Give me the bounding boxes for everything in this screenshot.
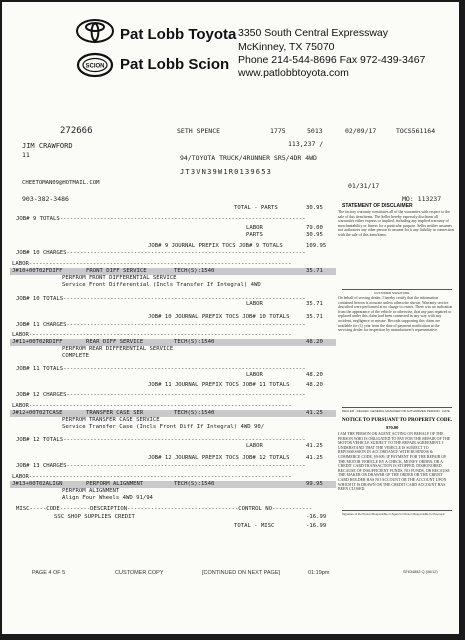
notice-amount: $70.00 — [386, 425, 399, 430]
misc-header: MISC-----CODE---------DESCRIPTION---------------------------------CONTROL NO------------ — [16, 506, 313, 512]
scion-logo-icon — [76, 52, 114, 78]
tag-number: 5013 — [307, 127, 323, 135]
job-9-parts-label: PARTS — [246, 232, 263, 238]
job-10-journal-line: JOB# 10 JOURNAL PREFIX TOCS JOB# 10 TOTALS — [148, 314, 290, 320]
job-9-labor-value: 79.00 — [306, 225, 323, 231]
job-10-title: FRONT DIFF SERVICE — [86, 268, 147, 274]
form-number: SF634883 Q (06/12) — [403, 570, 438, 574]
copy-type: CUSTOMER COPY — [115, 570, 164, 576]
dealer-address-street: 3350 South Central Expressway — [238, 27, 388, 39]
job-9-journal-value: 109.95 — [306, 243, 327, 249]
misc-amount: -16.99 — [306, 514, 327, 520]
job-11-tech: TECH(S):1540 — [174, 339, 215, 345]
dealer-name-toyota: Pat Lobb Toyota — [120, 26, 237, 43]
job-10-tech: TECH(S):1540 — [174, 268, 215, 274]
job-10-charges: JOB# 10 CHARGES----------------------------------------------------------------------- — [16, 250, 306, 256]
job-10-labor-value: 35.71 — [306, 301, 323, 307]
job-11-totals: JOB# 11 TOTALS------------------------------------------------------------------------ — [16, 366, 306, 372]
misc-total-value: -16.99 — [306, 523, 327, 529]
job-12-code: J#12+00T02TCASE — [12, 410, 63, 416]
job-10-amount: 35.71 — [306, 268, 323, 274]
notice-heading: NOTICE TO PURSUANT TO PROPERTY CODE. — [342, 418, 453, 423]
labor-header-12: LABOR------------------------------------------------------------------------------ — [12, 403, 292, 409]
print-time: 01:19pm — [308, 570, 330, 576]
job-12-totals: JOB# 12 TOTALS------------------------------------------------------------------------ — [16, 437, 306, 443]
job-12-line1: PERFROM TRANSFER CASE SERVICE — [62, 417, 160, 423]
misc-line: SSC SHOP SUPPLIES CREDIT — [54, 514, 135, 520]
page-number: PAGE 4 OF 5 — [32, 570, 66, 576]
job-12-amount: 41.25 — [306, 410, 323, 416]
job-11-charges: JOB# 11 CHARGES----------------------------------------------------------------------- — [16, 322, 306, 328]
job-12-journal-line: JOB# 12 JOURNAL PREFIX TOCS JOB# 12 TOTALS — [148, 455, 290, 461]
stock-number: TOCS561164 — [396, 127, 436, 135]
repair-order-page — [2, 2, 459, 634]
job-12-tech: TECH(S):1540 — [174, 410, 215, 416]
labor-header-13: LABOR------------------------------------------------------------------------------ — [12, 474, 292, 480]
vehicle-vin: JT3VN39W1R0139653 — [180, 168, 273, 176]
open-date: 02/09/17 — [345, 127, 377, 135]
job-9-totals: JOB# 9 TOTALS------------------------------------------------------------------------- — [16, 216, 306, 222]
mileage: 113,237 / — [288, 140, 324, 148]
disclaimer-heading: STATEMENT OF DISCLAIMER — [342, 203, 413, 209]
delivery-date: 01/31/17 — [348, 182, 380, 190]
toyota-logo-icon — [75, 18, 115, 44]
total-parts-label: TOTAL - PARTS — [234, 205, 278, 211]
labor-header-11: LABOR------------------------------------------------------------------------------ — [12, 332, 292, 338]
job-13-line2: Align Four Wheels 4WD 91/94 — [62, 495, 153, 501]
signature-line-2 — [342, 407, 452, 408]
job-11-labor-label: LABOR — [246, 372, 263, 378]
job-12-charges: JOB# 12 CHARGES----------------------------------------------------------------------- — [16, 392, 306, 398]
labor-header-10: LABOR------------------------------------------------------------------------------ — [12, 261, 292, 267]
job-11-code: J#11+00T02RDIFF — [12, 339, 63, 345]
svg-text:SCION: SCION — [85, 63, 105, 70]
job-12-labor-label: LABOR — [246, 443, 263, 449]
signature-line-3 — [342, 510, 452, 511]
job-11-line2: COMPLETE — [62, 353, 89, 359]
customer-number: 11 — [22, 151, 30, 159]
ro-number: 272666 — [60, 126, 93, 136]
dealer-website: www.patlobbtoyota.com — [238, 67, 349, 79]
job-10-code: J#10+00T02FDIFF — [12, 268, 63, 274]
dealer-phone-fax: Phone 214-544-8696 Fax 972-439-3467 — [238, 54, 426, 66]
job-11-labor-value: 48.20 — [306, 372, 323, 378]
total-parts-value: 30.95 — [306, 205, 323, 211]
dealer-address-city: McKinney, TX 75070 — [238, 41, 335, 53]
job-9-journal-line: JOB# 9 JOURNAL PREFIX TOCS JOB# 9 TOTALS — [148, 243, 283, 249]
job-13-title: PERFORM ALIGNMENT — [86, 481, 144, 487]
job-11-amount: 48.20 — [306, 339, 323, 345]
signature-caption-3: Signature of the Person Responsible or Agent for Person Responsible for Payment — [342, 512, 445, 516]
job-12-title: TRANSFER CASE SER — [86, 410, 144, 416]
job-10-journal-value: 35.71 — [306, 314, 323, 320]
job-12-journal-value: 41.25 — [306, 455, 323, 461]
job-11-line1: PERFROM REAR DIFFERENTIAL SERVICE — [62, 346, 174, 352]
job-10-line2: Service Front Differential (Incls Transfer If Integral) 4WD — [62, 282, 261, 288]
advisor-code: 1775 — [270, 127, 286, 135]
job-9-parts-value: 30.95 — [306, 232, 323, 238]
misc-total-label: TOTAL - MISC — [234, 523, 275, 529]
signature-caption-2: DEALER · DEALER, GENERAL MANAGER OR AUTHORIZED PERSON · DATE — [342, 409, 451, 413]
serving-dealer-text: On behalf of serving dealer, I hereby certify that the information contained hereon is accurate unless otherwise shown. Warranty service described were performed at no charge to owner. There was no indication from the appearance of the vehicle or otherwise, that any part repaired or replaced under this claim had been connected in any way with any accident, negligence or misuse. Records supporting this claim are available for (1) year from the date of payment notification at the servicing dealer for inspection by manufacturer's representative. — [338, 296, 453, 333]
customer-email: CHEETOMAN09@HOTMAIL.COM — [22, 180, 100, 186]
advisor-name: SETH SPENCE — [177, 127, 221, 135]
disclaimer-text: The factory warranty constitutes all of the warranties with respect to the sale of this item/items. The Seller hereby expressly disclaims all warranties either express or implied, including any implied warranty of merchantability or fitness for a particular purpose. Seller neither assumes nor authorizes any other person to assume for it any liability in connection with the sale of this item/items. — [338, 210, 454, 237]
job-11-journal-value: 48.20 — [306, 382, 323, 388]
job-13-tech: TECH(S):1540 — [174, 481, 215, 487]
job-13-amount: 99.95 — [306, 481, 323, 487]
job-9-labor-label: LABOR — [246, 225, 263, 231]
job-10-line1: PERFROM FRONT DIFFERENTIAL SERVICE — [62, 275, 177, 281]
notice-text: I AM THE PERSON OR AGENT ACTING ON BEHALF OF THE PERSON WHO IS OBLIGATED TO PAY FOR THE REPAIR OF THE MOTOR VEHICLE SUBJECT TO THE REPAIR AGREEMENT. I UNDERSTAND THAT THE VEHICLE IS SUBJECT TO REPOSSESSION IN ACCORDANCE WITH BUSINESS & COMMERCE CODE, §9.609, IF PAYMENT FOR THE REPAIR OF THE MOTOR VEHICLE BY A CHECK, MONEY ORDER, OR A CREDIT CARD TRANSACTION IS STOPPED, DISHONORED BECAUSE OF INSUFFICIENT FUNDS, NO FUNDS, OR BECAUSE THE MAKER OR DRAWER OF THE ORDER OR THE CREDIT CARD HOLDER HAS NO ACCOUNT OR THE ACCOUNT UPON WHICH IT IS DRAWN OR THE CREDIT CARD ACCOUNT HAS BEEN CLOSED. — [338, 432, 451, 492]
job-12-line2: Service Transfer Case (Incls Front Diff If Integral) 4WD 90/ — [62, 424, 265, 430]
vehicle-description: 94/TOYOTA TRUCK/4RUNNER SR5/4DR 4WD — [180, 154, 317, 162]
dealer-name-scion: Pat Lobb Scion — [120, 56, 230, 73]
job-11-journal-line: JOB# 11 JOURNAL PREFIX TOCS JOB# 11 TOTALS — [148, 382, 290, 388]
job-13-code: J#13+00T02ALIGN — [12, 481, 63, 487]
job-10-labor-label: LABOR — [246, 301, 263, 307]
job-12-labor-value: 41.25 — [306, 443, 323, 449]
job-13-line1: PERFROM ALIGNMENT — [62, 488, 120, 494]
customer-name: JIM CRAWFORD — [22, 142, 73, 150]
job-10-totals: JOB# 10 TOTALS------------------------------------------------------------------------ — [16, 296, 306, 302]
signature-caption-1: CUSTOMER SIGNATURE — [374, 291, 410, 295]
mo-number: MO: 113237 — [402, 195, 442, 203]
job-11-title: REAR DIFF SERVICE — [86, 339, 144, 345]
customer-phone: 903-382-3486 — [22, 195, 69, 203]
job-13-charges: JOB# 13 CHARGES----------------------------------------------------------------------- — [16, 463, 306, 469]
continued-note: [CONTINUED ON NEXT PAGE] — [202, 570, 281, 576]
signature-line-1 — [342, 289, 452, 290]
